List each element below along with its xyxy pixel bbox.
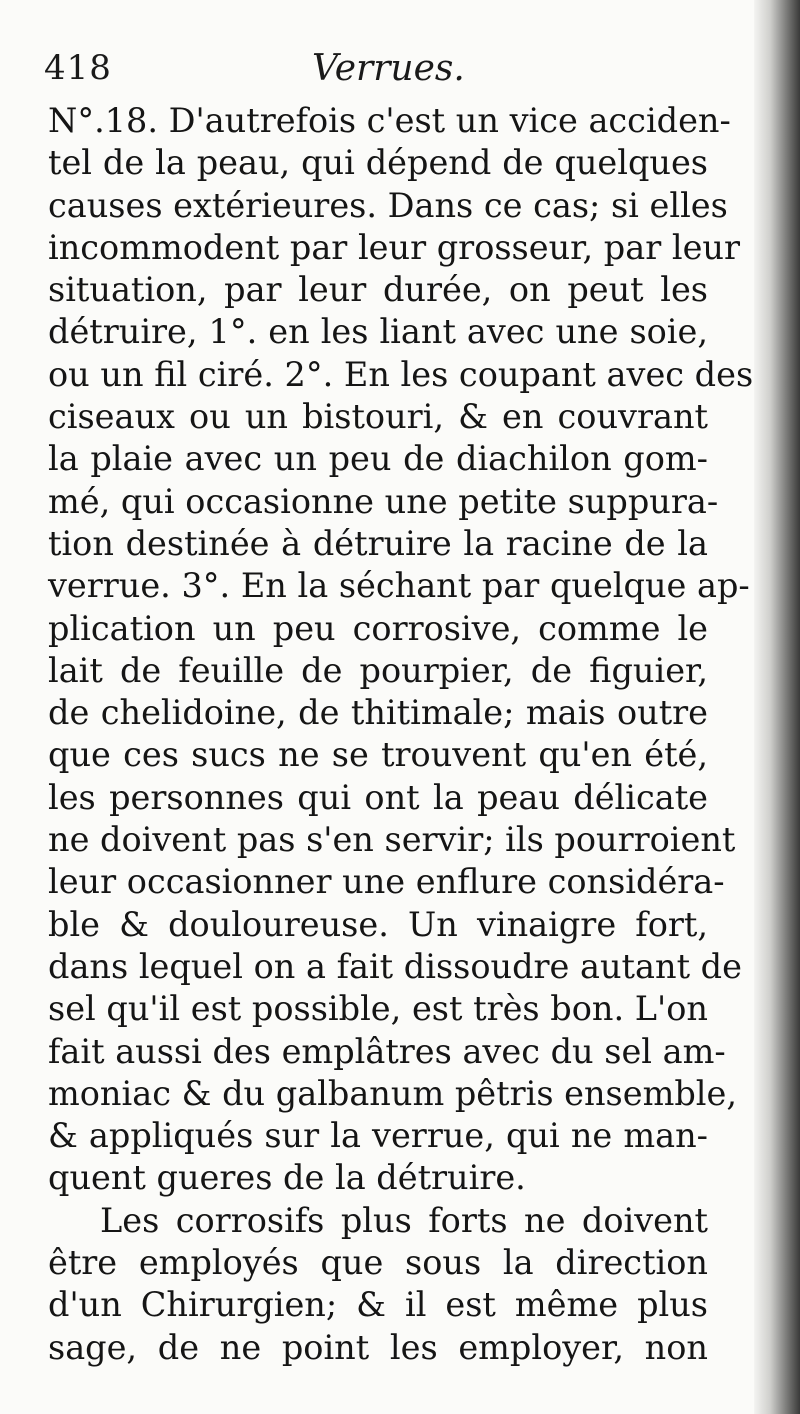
text-line: les personnes qui ont la peau délicate bbox=[48, 777, 708, 817]
text-line: dans lequel on a fait dissoudre autant de bbox=[48, 946, 742, 986]
text-line: fait aussi des emplâtres avec du sel am- bbox=[48, 1031, 726, 1071]
text-line: tion destinée à détruire la racine de la bbox=[48, 523, 708, 563]
text-line: Les corrosifs plus forts ne doivent bbox=[100, 1200, 708, 1240]
running-title: Verrues. bbox=[312, 48, 465, 89]
text-line: sage, de ne point les employer, non bbox=[48, 1327, 708, 1367]
text-line: ou un fil ciré. 2°. En les coupant avec des bbox=[48, 354, 754, 394]
body-text bbox=[48, 100, 754, 1369]
text-line: que ces sucs ne se trouvent qu'en été, bbox=[48, 735, 708, 775]
page-header bbox=[44, 48, 704, 104]
text-line: détruire, 1°. en les liant avec une soie, bbox=[48, 312, 708, 352]
text-line: mé, qui occasionne une petite suppura- bbox=[48, 481, 719, 521]
text-line: plication un peu corrosive, comme le bbox=[48, 608, 708, 648]
text-line: incommodent par leur grosseur, par leur bbox=[48, 227, 740, 267]
text-line: de chelidoine, de thitimale; mais outre bbox=[48, 693, 708, 733]
text-line: d'un Chirurgien; & il est même plus bbox=[48, 1285, 708, 1325]
text-line: & appliqués sur la verrue, qui ne man- bbox=[48, 1116, 708, 1156]
text-line: leur occasionner une enflure considéra- bbox=[48, 862, 725, 902]
text-line: sel qu'il est possible, est très bon. L'on bbox=[48, 989, 708, 1029]
text-line: être employés que sous la direction bbox=[48, 1243, 708, 1283]
page-number: 418 bbox=[44, 48, 112, 88]
text-line: ne doivent pas s'en servir; ils pourroient bbox=[48, 820, 736, 860]
text-line: la plaie avec un peu de diachilon gom- bbox=[48, 439, 708, 479]
text-line: lait de feuille de pourpier, de figuier, bbox=[48, 650, 708, 690]
text-line: moniac & du galbanum pêtris ensemble, bbox=[48, 1073, 737, 1113]
text-line: situation, par leur durée, on peut les bbox=[48, 270, 708, 310]
paragraph-2 bbox=[48, 1200, 708, 1369]
text-line: ble & douloureuse. Un vinaigre fort, bbox=[48, 904, 708, 944]
text-line: quent gueres de la détruire. bbox=[48, 1158, 526, 1198]
text-line: N°.18. D'autrefois c'est un vice acciden- bbox=[48, 101, 731, 140]
text-line: verrue. 3°. En la séchant par quelque ap- bbox=[48, 566, 750, 606]
text-line: causes extérieures. Dans ce cas; si elles bbox=[48, 185, 728, 225]
binding-gutter-shadow bbox=[754, 0, 800, 1414]
text-line: ciseaux ou un bistouri, & en couvrant bbox=[48, 397, 708, 437]
paragraph-1 bbox=[48, 100, 754, 1200]
text-line: tel de la peau, qui dépend de quelques bbox=[48, 143, 708, 183]
